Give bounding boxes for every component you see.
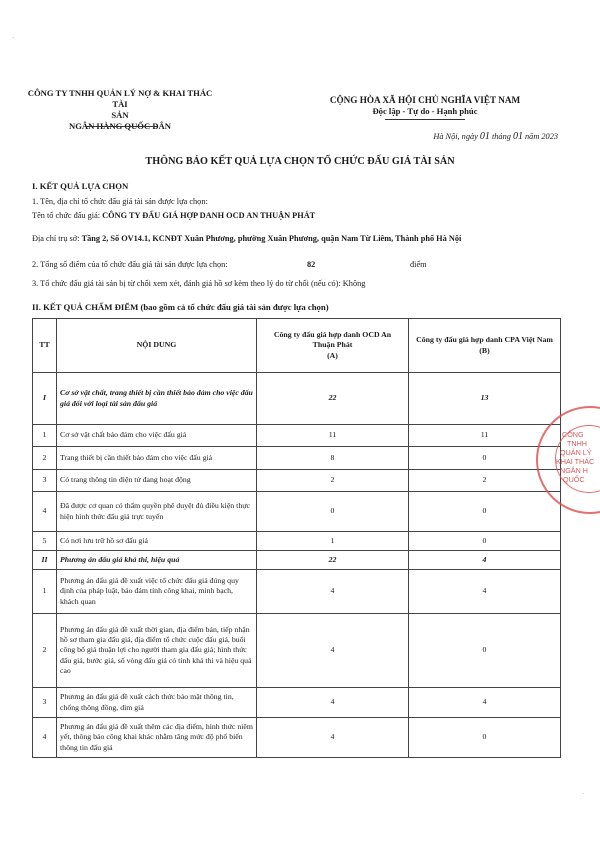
row-score-b: 0: [409, 447, 561, 470]
row-score-b: 0: [409, 614, 561, 688]
section-2-note: (bao gồm cả tổ chức đấu giá tài sản được lựa chọn): [140, 302, 329, 312]
row-score-b: 0: [409, 492, 561, 532]
row-score-b: 11: [409, 425, 561, 447]
table-header-row: [33, 319, 561, 373]
table-row: [33, 551, 561, 570]
row-content: Cơ sở vật chất bảo đảm cho việc đấu giá: [57, 425, 257, 447]
row-content: Phương án đấu giá đề xuất thời gian, địa điểm bán, tiếp nhận hồ sơ tham gia đấu giá, địa điểm tổ chức cuộc đấu giá, buổi công bố giá thuận lợi cho người tham gia đấu giá; hình thức đấu giá, bước giá, số vòng đấu giá có tính khả thi và hiệu quả cao: [57, 614, 257, 688]
col-header-tt: TT: [33, 319, 57, 373]
table-row: [33, 373, 561, 425]
motto-underline: [385, 119, 465, 120]
row-score-b: 13: [409, 373, 561, 425]
col-a-line-2: Thuận Phát: [312, 340, 353, 350]
date-day: 01: [479, 131, 490, 142]
row-score-a: 11: [257, 425, 409, 447]
score-table: [32, 318, 561, 758]
table-row: [33, 425, 561, 447]
seal-text-5: NGÂN H: [560, 466, 588, 475]
scan-speck: ·: [582, 790, 585, 798]
national-header: [300, 95, 550, 117]
row-score-a: 0: [257, 492, 409, 532]
row-content: Đã được cơ quan có thẩm quyền phê duyệt đủ điều kiện thực hiện hình thức đấu giá trực tuyến: [57, 492, 257, 532]
seal-text-3: QUẢN LÝ: [560, 448, 592, 457]
row-tt: 1: [33, 570, 57, 614]
org-name: CÔNG TY ĐẤU GIÁ HỢP DANH OCD AN THUẬN PHÁT: [102, 211, 316, 220]
col-a-line-1: Công ty đấu giá hợp danh OCD An: [273, 330, 392, 340]
table-row: [33, 688, 561, 718]
org-label: Tên tổ chức đấu giá:: [32, 211, 101, 220]
row-score-a: 22: [257, 551, 409, 570]
table-row: [33, 718, 561, 758]
row-score-b: 4: [409, 688, 561, 718]
row-tt: 2: [33, 447, 57, 470]
row-score-b: 0: [409, 532, 561, 551]
row-score-a: 22: [257, 373, 409, 425]
date-month-label: tháng: [491, 132, 511, 141]
org-address-line: [32, 234, 461, 243]
total-score-unit: điểm: [410, 260, 427, 269]
seal-text-4: KHAI THÁC: [556, 457, 595, 466]
row-tt: II: [33, 551, 57, 570]
seal-text-6: QUỐC: [563, 475, 585, 484]
section-1-item-1: 1. Tên, địa chỉ tổ chức đấu giá tài sản được lựa chọn:: [32, 197, 208, 206]
row-score-a: 4: [257, 718, 409, 758]
row-score-b: 2: [409, 470, 561, 492]
col-header-a: [257, 319, 409, 373]
col-header-content: NỘI DUNG: [57, 319, 257, 373]
row-content: Phương án đấu giá khả thi, hiệu quả: [57, 551, 257, 570]
address-label: Địa chỉ trụ sở:: [32, 234, 80, 243]
col-b-line-1: Công ty đấu giá hợp danh CPA Việt Nam: [416, 335, 553, 345]
total-score-value: 82: [307, 260, 316, 269]
seal-text-2: TNHH: [567, 439, 587, 448]
address-value: Tầng 2, Số OV14.1, KCNĐT Xuân Phương, phường Xuân Phương, quận Nam Từ Liêm, Thành phố Hà Nội: [81, 234, 462, 243]
row-score-a: 8: [257, 447, 409, 470]
date-prefix: Hà Nội, ngày: [433, 132, 478, 141]
section-1-heading: I. KẾT QUẢ LỰA CHỌN: [32, 181, 129, 191]
col-a-line-3: (A): [327, 350, 338, 360]
section-2-heading: [32, 302, 329, 312]
org-name-line: [32, 211, 315, 220]
col-b-line-2: (B): [479, 345, 490, 355]
issuer-underline: [85, 126, 157, 127]
row-score-a: 1: [257, 532, 409, 551]
table-row: [33, 470, 561, 492]
row-score-a: 4: [257, 614, 409, 688]
row-content: Có trang thông tin điện tử đang hoạt động: [57, 470, 257, 492]
section-1-item-3: 3. Tổ chức đấu giá tài sản bị từ chối xem xét, đánh giá hồ sơ kèm theo lý do từ chối (nếu có): Không: [32, 279, 366, 288]
row-tt: 3: [33, 688, 57, 718]
national-motto: Độc lập - Tự do - Hạnh phúc: [372, 106, 478, 116]
national-title: CỘNG HÒA XÃ HỘI CHỦ NGHĨA VIỆT NAM: [329, 95, 521, 105]
section-2-title: II. KẾT QUẢ CHẤM ĐIỂM: [32, 302, 139, 312]
row-score-b: 4: [409, 570, 561, 614]
document-date: [380, 131, 558, 142]
date-year: năm 2023: [525, 132, 558, 141]
row-score-b: 4: [409, 551, 561, 570]
row-content: Có nơi lưu trữ hồ sơ đấu giá: [57, 532, 257, 551]
row-score-a: 4: [257, 688, 409, 718]
col-header-b: [409, 319, 561, 373]
row-content: Phương án đấu giá đề xuất thêm các địa điểm, hình thức niêm yết, thông báo công khai khác nhằm tăng mức độ phổ biến thông tin đấu giá: [57, 718, 257, 758]
issuer-line-2: SẢN: [111, 110, 129, 120]
row-content: Cơ sở vật chất, trang thiết bị cần thiết bảo đảm cho việc đấu giá đối với loại tài sản đấu giá: [57, 373, 257, 425]
row-score-a: 2: [257, 470, 409, 492]
row-tt: I: [33, 373, 57, 425]
row-tt: 4: [33, 718, 57, 758]
seal-text-1: CÔNG: [562, 430, 584, 439]
row-tt: 2: [33, 614, 57, 688]
document-title: THÔNG BÁO KẾT QUẢ LỰA CHỌN TỔ CHỨC ĐẤU GIÁ TÀI SẢN: [145, 156, 455, 167]
row-content: Phương án đấu giá đề xuất việc tổ chức đấu giá đúng quy định của pháp luật, bảo đảm tính công khai, minh bạch, khách quan: [57, 570, 257, 614]
row-tt: 5: [33, 532, 57, 551]
scan-speck: ·: [12, 34, 15, 42]
row-score-a: 4: [257, 570, 409, 614]
issuer-line-1: CÔNG TY TNHH QUẢN LÝ NỢ & KHAI THÁC TÀI: [27, 88, 213, 109]
date-month: 01: [512, 131, 523, 142]
row-tt: 1: [33, 425, 57, 447]
total-score-label: 2. Tổng số điểm của tổ chức đấu giá tài sản được lựa chọn:: [32, 260, 228, 269]
table-row: [33, 492, 561, 532]
issuer-line-3: NGÂN HÀNG QUỐC DÂN: [69, 121, 171, 131]
row-content: Phương án đấu giá đề xuất cách thức bảo mật thông tin, chống thông đồng, dìm giá: [57, 688, 257, 718]
table-row: [33, 532, 561, 551]
row-tt: 4: [33, 492, 57, 532]
row-score-b: 0: [409, 718, 561, 758]
row-content: Trang thiết bị cần thiết bảo đảm cho việc đấu giá: [57, 447, 257, 470]
row-tt: 3: [33, 470, 57, 492]
table-row: [33, 570, 561, 614]
table-row: [33, 614, 561, 688]
table-row: [33, 447, 561, 470]
